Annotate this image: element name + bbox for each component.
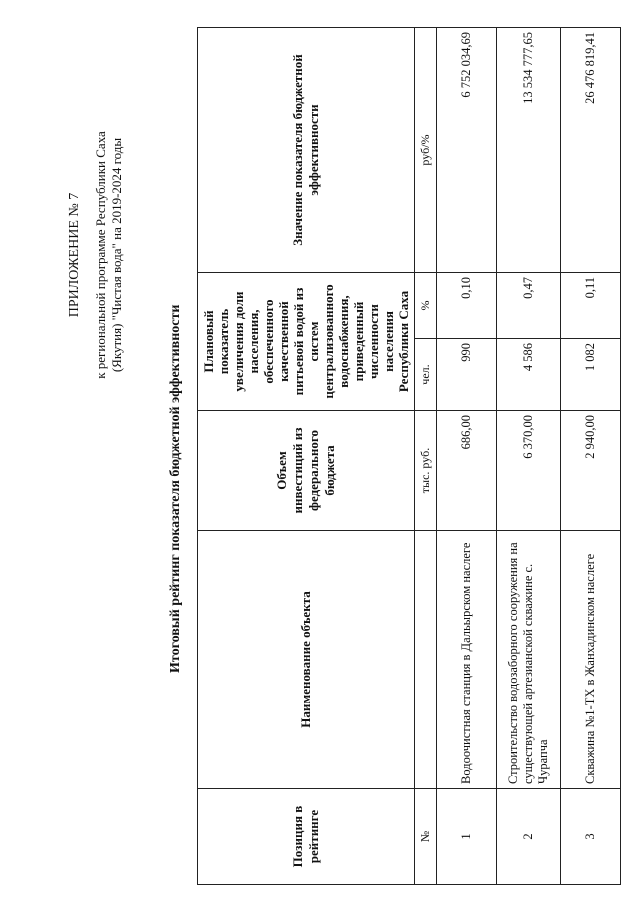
rating-table xyxy=(197,27,621,885)
appendix-number: ПРИЛОЖЕНИЕ № 7 xyxy=(67,192,82,318)
unit-investment: тыс. руб. xyxy=(415,411,437,531)
unit-position: № xyxy=(415,789,437,885)
row-num: 2 xyxy=(497,789,561,885)
unit-people: чел. xyxy=(415,339,437,411)
row-value: 26 476 819,41 xyxy=(561,28,621,273)
header-planned: Плановый показатель увеличения доли населения, обеспеченного качественной питьевой водой из систем централизованного водоснабжения, приведенный численности населения Республики Саха xyxy=(198,273,415,411)
unit-name xyxy=(415,531,437,789)
row-percent: 0,10 xyxy=(437,273,497,339)
table-header-row xyxy=(198,28,415,885)
row-percent: 0,11 xyxy=(561,273,621,339)
row-value: 6 752 034,69 xyxy=(437,28,497,273)
table-row xyxy=(561,28,621,885)
row-investment: 686,00 xyxy=(437,411,497,531)
unit-percent: % xyxy=(415,273,437,339)
row-num: 3 xyxy=(561,789,621,885)
row-people: 1 082 xyxy=(561,339,621,411)
header-position: Позиция в рейтинге xyxy=(198,789,415,885)
row-name: Строительство водозаборного сооружения на существующей артезианской скважине с. Чурапча xyxy=(497,531,561,789)
row-people: 990 xyxy=(437,339,497,411)
appendix-line-3: (Якутия) "Чистая вода" на 2019-2024 годы xyxy=(109,137,124,373)
row-name: Скважина №1-ТХ в Жанхадинском наслеге xyxy=(561,531,621,789)
header-value: Значение показателя бюджетной эффективности xyxy=(198,28,415,273)
row-value: 13 534 777,65 xyxy=(497,28,561,273)
appendix-line-2: к региональной программе Республики Саха xyxy=(93,131,108,379)
row-num: 1 xyxy=(437,789,497,885)
row-name: Водоочистная станция в Дальырском наслеге xyxy=(437,531,497,789)
appendix-header xyxy=(67,75,125,435)
table-units-row xyxy=(415,28,437,885)
table-row xyxy=(437,28,497,885)
row-percent: 0,47 xyxy=(497,273,561,339)
unit-value: руб/% xyxy=(415,28,437,273)
row-investment: 2 940,00 xyxy=(561,411,621,531)
document-title: Итоговый рейтинг показателя бюджетной эффективности xyxy=(168,304,183,673)
row-people: 4 586 xyxy=(497,339,561,411)
header-name: Наименование объекта xyxy=(198,531,415,789)
header-investment: Объем инвестиций из федерального бюджета xyxy=(198,411,415,531)
table-row xyxy=(497,28,561,885)
row-investment: 6 370,00 xyxy=(497,411,561,531)
